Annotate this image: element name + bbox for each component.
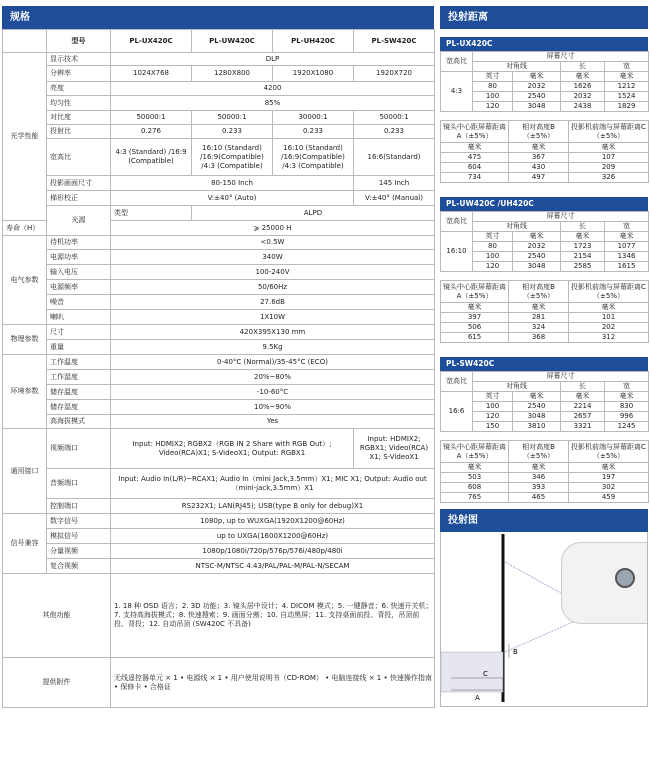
table-cell: 2154 (561, 252, 605, 262)
spec-label: 投影画面尺寸 (47, 176, 111, 191)
spec-value: 9.5Kg (111, 340, 435, 355)
distance-table (440, 120, 649, 183)
table-cell: 150 (473, 422, 513, 432)
table-cell: 367 (509, 153, 569, 163)
spec-row (3, 544, 435, 559)
spec-value: 1X10W (111, 310, 435, 325)
spec-value: 16:6(Standard) (354, 139, 435, 176)
category-signal: 信号兼容 (3, 514, 47, 574)
wid-header: 宽 (605, 382, 649, 392)
table-row (441, 173, 649, 183)
table-cell: 765 (441, 493, 509, 503)
spec-row (3, 139, 435, 176)
table-cell: 312 (569, 333, 649, 343)
spec-value: 50/60Hz (111, 280, 435, 295)
table-cell: 107 (569, 153, 649, 163)
table-cell: 1829 (605, 102, 649, 112)
table-cell: 302 (569, 483, 649, 493)
spec-label: 高海拔模式 (47, 415, 111, 429)
ratio-value: 4:3 (441, 72, 473, 112)
spec-row (3, 236, 435, 250)
spec-value: 27.6dB (111, 295, 435, 310)
table-row (441, 92, 649, 102)
spec-value: 1920X1080 (273, 66, 354, 82)
table-cell: 1524 (605, 92, 649, 102)
spec-value: <0.5W (111, 236, 435, 250)
spec-value: 50000:1 (192, 111, 273, 125)
spec-value: 16:10 (Standard) /16:9(Compatible) /4:3 (Compatible) (273, 139, 354, 176)
category-physical: 物理参数 (3, 325, 47, 355)
spec-value: 0.233 (273, 125, 354, 139)
spec-label: 分量视频 (47, 544, 111, 559)
diagram-title: 投射图 (440, 509, 648, 532)
distance-table-title: PL-UX420C (440, 37, 648, 51)
label-c: C (483, 670, 488, 678)
model-header: PL-UX420C (111, 30, 192, 53)
table-row (441, 72, 649, 82)
spec-label: 模拟信号 (47, 529, 111, 544)
spec-value: 0-40°C (Normal)/35-45°C (ECO) (111, 355, 435, 370)
table-cell: 209 (569, 163, 649, 173)
col-a-header: 镜头中心距屏幕距离A（±5%） (441, 121, 509, 143)
distance-table (440, 280, 649, 343)
table-row (441, 313, 649, 323)
wid-header: 宽 (605, 62, 649, 72)
table-cell: 80 (473, 82, 513, 92)
spec-row (3, 400, 435, 415)
table-cell: 2540 (513, 92, 561, 102)
table-cell: 101 (569, 313, 649, 323)
spec-row (3, 310, 435, 325)
screen-size-table (440, 371, 649, 432)
spec-value: 50000:1 (111, 111, 192, 125)
spec-row (3, 340, 435, 355)
table-cell: 368 (509, 333, 569, 343)
table-row (441, 163, 649, 173)
unit-mm: 毫米 (441, 143, 509, 153)
table-cell: 1346 (605, 252, 649, 262)
col-c-header: 投影机前端与屏幕距离C（±5%） (569, 121, 649, 143)
spec-label: 数字信号 (47, 514, 111, 529)
model-header: PL-SW420C (354, 30, 435, 53)
diag-header: 对角线 (473, 382, 561, 392)
spec-row (3, 415, 435, 429)
spec-label: 投射比 (47, 125, 111, 139)
unit-mm: 毫米 (561, 232, 605, 242)
distance-table-title: PL-SW420C (440, 357, 648, 371)
table-cell: 2214 (561, 402, 605, 412)
category-electric: 电气参数 (3, 236, 47, 325)
table-row (441, 252, 649, 262)
table-cell: 465 (509, 493, 569, 503)
spec-value: 100-240V (111, 265, 435, 280)
screen-size-header: 屏幕尺寸 (473, 52, 649, 62)
table-row (441, 153, 649, 163)
spec-value: 1080p/1080i/720p/576p/576i/480p/480i (111, 544, 435, 559)
spec-value: 30000:1 (273, 111, 354, 125)
spec-label: 对比度 (47, 111, 111, 125)
spec-label: 梯形校正 (47, 191, 111, 206)
spec-row (3, 265, 435, 280)
table-row (441, 382, 649, 392)
spec-row (3, 574, 435, 658)
spec-row (3, 280, 435, 295)
unit-mm: 毫米 (569, 463, 649, 473)
col-b-header: 相对高度B（±5%） (509, 121, 569, 143)
table-cell: 830 (605, 402, 649, 412)
spec-value: NTSC-M/NTSC 4.43/PAL/PAL-M/PAL-N/SECAM (111, 559, 435, 574)
spec-row (3, 469, 435, 499)
spec-value: 1024X768 (111, 66, 192, 82)
table-row (441, 392, 649, 402)
spec-value: 0.233 (192, 125, 273, 139)
table-cell: 497 (509, 173, 569, 183)
unit-mm: 毫米 (561, 392, 605, 402)
spec-value: 1280X800 (192, 66, 273, 82)
table-row (441, 303, 649, 313)
table-row (441, 412, 649, 422)
spec-label: 寿命（H） (3, 221, 47, 236)
table-cell: 281 (509, 313, 569, 323)
table-row (441, 222, 649, 232)
table-row (441, 102, 649, 112)
label-b: B (513, 648, 518, 656)
spec-row (3, 385, 435, 400)
table-row (441, 232, 649, 242)
unit-mm: 毫米 (441, 303, 509, 313)
col-a-header: 镜头中心距屏幕距离A（±5%） (441, 281, 509, 303)
table-cell: 2438 (561, 102, 605, 112)
category-environment: 环境参数 (3, 355, 47, 429)
distance-table (440, 440, 649, 503)
spec-label: 输入电压 (47, 265, 111, 280)
spec-label: 重量 (47, 340, 111, 355)
table-cell: 346 (509, 473, 569, 483)
table-cell: 100 (473, 402, 513, 412)
wid-header: 宽 (605, 222, 649, 232)
spec-value: DLP (111, 53, 435, 66)
table-cell: 459 (569, 493, 649, 503)
spec-value: 420X395X130 mm (111, 325, 435, 340)
table-cell: 324 (509, 323, 569, 333)
spec-label: 噪音 (47, 295, 111, 310)
spec-title: 规格 (2, 6, 434, 29)
spec-label: 均匀性 (47, 96, 111, 111)
spec-value: -10-60°C (111, 385, 435, 400)
spec-value: 145 Inch (354, 176, 435, 191)
table-row (441, 143, 649, 153)
spec-row (3, 529, 435, 544)
unit-mm: 毫米 (509, 143, 569, 153)
spec-value: V:±40° (Auto) (111, 191, 354, 206)
spec-value: 340W (111, 250, 435, 265)
table-cell: 2032 (513, 242, 561, 252)
table-cell: 3321 (561, 422, 605, 432)
spec-row (3, 499, 435, 514)
spec-value: V:±40° (Manual) (354, 191, 435, 206)
projection-diagram (440, 532, 648, 707)
table-row (441, 372, 649, 382)
table-cell: 80 (473, 242, 513, 252)
spec-label: 电源频率 (47, 280, 111, 295)
distance-table-title: PL-UW420C /UH420C (440, 197, 648, 211)
table-row (441, 463, 649, 473)
category-accessories: 提供附件 (3, 658, 111, 708)
spec-row (3, 559, 435, 574)
spec-value: 85% (111, 96, 435, 111)
spec-label: 宽高比 (47, 139, 111, 176)
spec-label: 显示技术 (47, 53, 111, 66)
spec-row (3, 206, 435, 221)
table-cell: 197 (569, 473, 649, 483)
projector-image (561, 542, 648, 624)
spec-value: Yes (111, 415, 435, 429)
unit-mm: 毫米 (513, 232, 561, 242)
col-b-header: 相对高度B（±5%） (509, 441, 569, 463)
spec-row (3, 250, 435, 265)
spec-label: 喇叭 (47, 310, 111, 325)
diag-header: 对角线 (473, 62, 561, 72)
spec-value: 20%~80% (111, 370, 435, 385)
table-cell: 120 (473, 262, 513, 272)
table-row (441, 493, 649, 503)
table-cell: 100 (473, 252, 513, 262)
spec-label: 亮度 (47, 82, 111, 96)
spec-value: 50000:1 (354, 111, 435, 125)
spec-label: 复合视频 (47, 559, 111, 574)
unit-mm: 毫米 (561, 72, 605, 82)
col-c-header: 投影机前端与屏幕距离C（±5%） (569, 441, 649, 463)
table-row (441, 333, 649, 343)
table-cell: 2585 (561, 262, 605, 272)
projector-lens-icon (615, 568, 635, 588)
spec-label: 分辨率 (47, 66, 111, 82)
category-optical: 光学性能 (3, 53, 47, 221)
unit-inch: 英寸 (473, 72, 513, 82)
table-cell: 3810 (513, 422, 561, 432)
table-cell: 430 (509, 163, 569, 173)
table-row (441, 262, 649, 272)
model-label: 型号 (47, 30, 111, 53)
table-cell: 996 (605, 412, 649, 422)
distance-title: 投射距离 (440, 6, 648, 29)
unit-mm: 毫米 (569, 303, 649, 313)
table-cell: 397 (441, 313, 509, 323)
table-row (441, 62, 649, 72)
spec-value: 10%~90% (111, 400, 435, 415)
spec-label: 储存温度 (47, 385, 111, 400)
category-light: 光源 (47, 206, 111, 236)
table-cell: 2540 (513, 252, 561, 262)
spec-row (3, 191, 435, 206)
spec-value: 1920X720 (354, 66, 435, 82)
diag-header: 对角线 (473, 222, 561, 232)
unit-mm: 毫米 (509, 463, 569, 473)
unit-mm: 毫米 (513, 72, 561, 82)
col-a-header: 镜头中心距屏幕距离A（±5%） (441, 441, 509, 463)
spec-value: Input: HDMIX2; RGBX2（RGB IN 2 Share with RGB Out）; Video(RCA)X1; S-VideoX1; Output: RGBX1 (111, 429, 354, 469)
screen-size-header: 屏幕尺寸 (473, 372, 649, 382)
spec-table (2, 29, 435, 708)
spec-value: Input: Audio In(L/R)~RCAX1; Audio In（mini Jack,3.5mm）X1; MIC X1; Output: Audio out（mini-jack,3.5mm）X1 (111, 469, 435, 499)
spec-label: 音频端口 (47, 469, 111, 499)
spec-row (3, 125, 435, 139)
ratio-label: 宽高比 (441, 52, 473, 72)
unit-inch: 英寸 (473, 232, 513, 242)
table-cell: 2540 (513, 402, 561, 412)
spec-section (2, 6, 434, 708)
spec-label: 待机功率 (47, 236, 111, 250)
table-row (441, 402, 649, 412)
ratio-label: 宽高比 (441, 212, 473, 232)
spec-cell (3, 30, 47, 53)
table-cell: 503 (441, 473, 509, 483)
spec-label: 工作湿度 (47, 370, 111, 385)
table-row (441, 441, 649, 463)
table-cell: 1212 (605, 82, 649, 92)
unit-inch: 英寸 (473, 392, 513, 402)
table-row (441, 483, 649, 493)
category-interface: 通用接口 (3, 429, 47, 514)
spec-row (3, 514, 435, 529)
col-c-header: 投影机前端与屏幕距离C（±5%） (569, 281, 649, 303)
unit-mm: 毫米 (509, 303, 569, 313)
unit-mm: 毫米 (569, 143, 649, 153)
spec-row (3, 82, 435, 96)
spec-value: up to UXGA(1600X1200@60Hz) (111, 529, 435, 544)
screen-size-header: 屏幕尺寸 (473, 212, 649, 222)
model-header: PL-UW420C (192, 30, 273, 53)
table-cell: 3048 (513, 262, 561, 272)
table-cell: 120 (473, 412, 513, 422)
table-cell: 100 (473, 92, 513, 102)
table-row (441, 52, 649, 62)
spec-label: 尺寸 (47, 325, 111, 340)
distance-section (440, 6, 648, 707)
model-header: PL-UH420C (273, 30, 354, 53)
spec-label: 视频端口 (47, 429, 111, 469)
table-row (441, 422, 649, 432)
table-cell: 202 (569, 323, 649, 333)
table-cell: 120 (473, 102, 513, 112)
unit-mm: 毫米 (605, 232, 649, 242)
table-cell: 1077 (605, 242, 649, 252)
table-cell: 604 (441, 163, 509, 173)
table-row (441, 281, 649, 303)
ratio-value: 16:6 (441, 392, 473, 432)
spec-value: 4200 (111, 82, 435, 96)
len-header: 长 (561, 62, 605, 72)
spec-row (3, 295, 435, 310)
spec-label: 电源功率 (47, 250, 111, 265)
category-other: 其他功能 (3, 574, 111, 658)
spec-label: 类型 (111, 206, 192, 221)
unit-mm: 毫米 (605, 72, 649, 82)
spec-value: ⩾ 25000 H (111, 221, 435, 236)
spec-value: 16:10 (Standard) /16:9(Compatible) /4:3 (Compatible) (192, 139, 273, 176)
table-cell: 506 (441, 323, 509, 333)
screen-size-table (440, 51, 649, 112)
table-row (441, 242, 649, 252)
table-cell: 3048 (513, 412, 561, 422)
spec-row (3, 355, 435, 370)
spec-row (3, 658, 435, 708)
spec-value: 0.233 (354, 125, 435, 139)
table-cell: 1615 (605, 262, 649, 272)
table-cell: 475 (441, 153, 509, 163)
spec-label: 储存湿度 (47, 400, 111, 415)
spec-row (3, 429, 435, 469)
table-cell: 1723 (561, 242, 605, 252)
unit-mm: 毫米 (513, 392, 561, 402)
ratio-label: 宽高比 (441, 372, 473, 392)
table-cell: 393 (509, 483, 569, 493)
table-cell: 608 (441, 483, 509, 493)
spec-value: 4:3 (Standard) /16:9 (Compatible) (111, 139, 192, 176)
table-row (441, 323, 649, 333)
table-cell: 1245 (605, 422, 649, 432)
table-cell: 2032 (561, 92, 605, 102)
col-b-header: 相对高度B（±5%） (509, 281, 569, 303)
spec-value: 0.276 (111, 125, 192, 139)
table-cell: 615 (441, 333, 509, 343)
unit-mm: 毫米 (605, 392, 649, 402)
table-row (441, 121, 649, 143)
table-row (441, 212, 649, 222)
screen-size-table (440, 211, 649, 272)
spec-row (3, 111, 435, 125)
spec-value: Input: HDMIX2; RGBX1; Video(RCA) X1; S-VideoX1 (354, 429, 435, 469)
spec-label: 控制端口 (47, 499, 111, 514)
spec-row (3, 53, 435, 66)
table-row (441, 82, 649, 92)
spec-row (3, 66, 435, 82)
spec-row (3, 325, 435, 340)
spec-value: 80-150 Inch (111, 176, 354, 191)
spec-value: RS232X1; LAN(RJ45); USB(type B only for debug)X1 (111, 499, 435, 514)
spec-row (3, 96, 435, 111)
len-header: 长 (561, 222, 605, 232)
len-header: 长 (561, 382, 605, 392)
table-cell: 3048 (513, 102, 561, 112)
other-functions-text: 1. 18 种 OSD 语言；2. 3D 功能；3. 镜头居中设计；4. DICOM 模式；5. 一键静音；6. 快速开关机；7. 支持高海拔模式；8. 快速搜索；9. 画面分割；10. 自动黑屏；11. 支持桌面前投、背投，吊顶前投、背投；12. 自动吊顶 (SW420C 不具备) (111, 574, 435, 658)
spec-value: ALPD (192, 206, 435, 221)
table-cell: 1626 (561, 82, 605, 92)
spec-label: 工作温度 (47, 355, 111, 370)
table-cell: 2657 (561, 412, 605, 422)
label-a: A (475, 694, 480, 702)
table-cell: 326 (569, 173, 649, 183)
spec-row (3, 176, 435, 191)
ratio-value: 16:10 (441, 232, 473, 272)
spec-row (3, 370, 435, 385)
unit-mm: 毫米 (441, 463, 509, 473)
spec-row (3, 30, 435, 53)
accessories-text: 无线遥控器单元 × 1 • 电源线 × 1 • 用户使用说明书（CD-ROM） • 电脑连接线 × 1 • 快速操作指南 • 保修卡 • 合格证 (111, 658, 435, 708)
table-cell: 734 (441, 173, 509, 183)
spec-value: 1080p, up to WUXGA(1920X1200@60Hz) (111, 514, 435, 529)
table-cell: 2032 (513, 82, 561, 92)
table-row (441, 473, 649, 483)
